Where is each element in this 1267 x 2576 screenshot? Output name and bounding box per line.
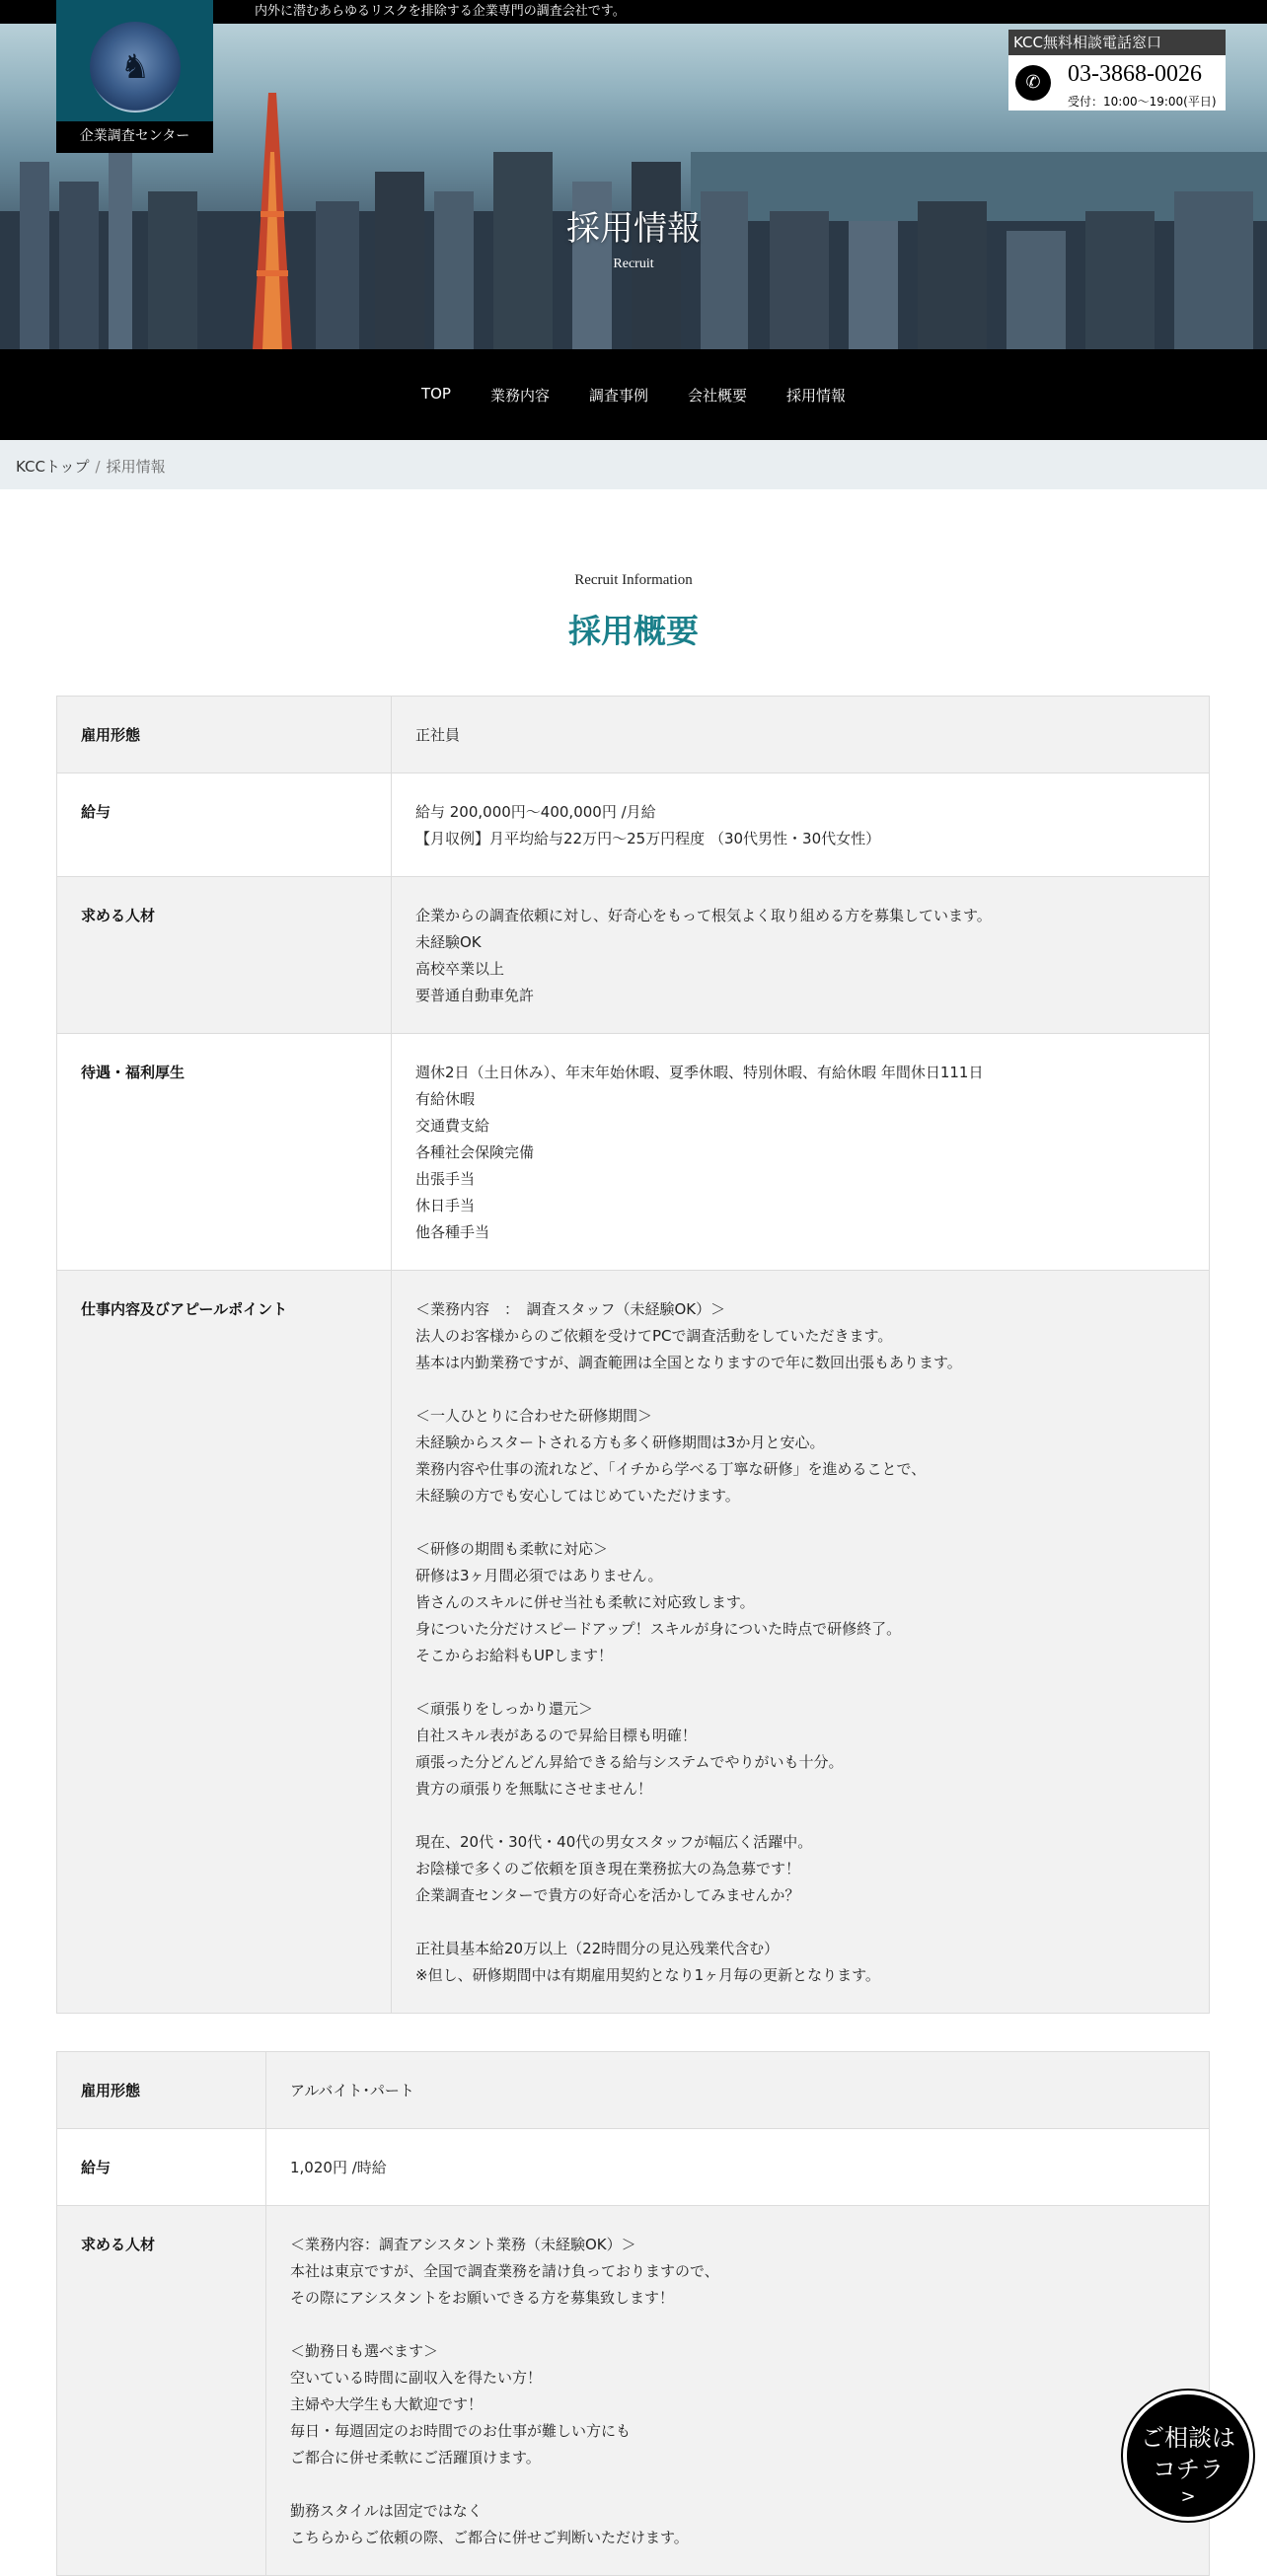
recruit-table-fulltime	[56, 696, 1210, 2014]
section-title: 採用概要	[568, 612, 699, 650]
row-value-line: 自社スキル表があるので昇給目標も明確！	[415, 1727, 697, 1744]
nav-item-company[interactable]: 会社概要	[688, 387, 748, 405]
phone-contact-box[interactable]	[1008, 30, 1226, 110]
consult-line-1: ご相談は	[1141, 2424, 1235, 2452]
row-value-line	[290, 2471, 1185, 2498]
row-value-line: 法人のお客様からのご依頼を受けてPCで調査活動をしていただきます。	[415, 1327, 893, 1345]
row-label: 求める人材	[57, 877, 392, 1034]
row-value-line: 身についた分だけスピードアップ！スキルが身についた時点で研修終了。	[415, 1620, 902, 1638]
row-value-line: ＜研修の期間も柔軟に対応＞	[415, 1540, 609, 1558]
row-value-line: 未経験OK	[415, 933, 482, 951]
row-value-line: ＜頑張りをしっかり還元＞	[415, 1700, 594, 1718]
row-value-line: 勤務スタイルは固定ではなく	[290, 2502, 483, 2520]
row-value-line: アルバイト･パート	[290, 2082, 414, 2099]
row-value-line: ＜業務内容 ： 調査スタッフ（未経験OK）＞	[415, 1300, 726, 1318]
row-label: 求める人材	[57, 2206, 266, 2576]
site-logo[interactable]	[56, 0, 213, 153]
breadcrumb-separator: /	[95, 458, 101, 476]
hero-title: 採用情報	[566, 209, 701, 249]
row-value-line: ＜一人ひとりに合わせた研修期間＞	[415, 1407, 653, 1425]
section-subtitle: Recruit Information	[574, 572, 693, 588]
row-value-line: 頑張った分どんどん昇給できる給与システムでやりがいも十分。	[415, 1753, 844, 1771]
row-value	[392, 697, 1210, 773]
row-value-line: 正社員	[415, 726, 461, 744]
main-nav	[0, 349, 1267, 440]
row-value-line: 休日手当	[415, 1197, 476, 1214]
table-row	[57, 877, 1210, 1034]
nav-item-services[interactable]: 業務内容	[489, 387, 550, 405]
phone-label: KCC無料相談電話窓口	[1008, 30, 1226, 55]
recruit-table-parttime	[56, 2051, 1210, 2576]
row-value-line: 現在、20代・30代・40代の男女スタッフが幅広く活躍中。	[415, 1833, 813, 1851]
consult-button[interactable]	[1123, 2391, 1253, 2521]
table-row	[57, 2129, 1210, 2206]
eagle-icon: ♞	[119, 47, 151, 87]
row-label: 雇用形態	[57, 697, 392, 773]
row-value-line: 貴方の頑張りを無駄にさせません！	[415, 1780, 653, 1798]
nav-item-top[interactable]: TOP	[420, 385, 451, 403]
table-row	[57, 697, 1210, 773]
row-value-line: こちらからご依頼の際、ご都合に併せご判断いただけます。	[290, 2529, 689, 2546]
row-value-line	[290, 2312, 1185, 2338]
breadcrumb-current: 採用情報	[106, 458, 166, 476]
header-tagline: 内外に潜むあらゆるリスクを排除する企業専門の調査会社です。	[255, 4, 626, 19]
row-value-line: 他各種手当	[415, 1223, 490, 1241]
row-value-line: 正社員基本給20万以上（22時間分の見込残業代含む）	[415, 1940, 780, 1957]
nav-item-cases[interactable]: 調査事例	[588, 387, 648, 405]
row-value	[392, 877, 1210, 1034]
row-value-line: 皆さんのスキルに併せ当社も柔軟に対応致します。	[415, 1593, 755, 1611]
row-value-line: 研修は3ヶ月間必須ではありません。	[415, 1567, 663, 1584]
row-value-line	[415, 1376, 1185, 1403]
eagle-emblem-icon	[90, 22, 181, 112]
row-value-line	[415, 1669, 1185, 1696]
consult-line-2: コチラ	[1153, 2456, 1224, 2483]
row-value-line: 【月収例】月平均給与22万円～25万円程度 （30代男性・30代女性）	[415, 830, 881, 847]
row-value	[266, 2129, 1210, 2206]
row-value-line: 高校卒業以上	[415, 960, 505, 978]
row-value-line: 未経験からスタートされる方も多く研修期間は3か月と安心。	[415, 1434, 825, 1451]
phone-number[interactable]: 03-3868-0026	[1068, 61, 1202, 87]
row-label: 待遇・福利厚生	[57, 1034, 392, 1271]
table-row	[57, 2206, 1210, 2576]
hero-subtitle: Recruit	[613, 257, 654, 271]
row-value	[392, 773, 1210, 877]
row-value	[392, 1271, 1210, 2014]
row-label: 給与	[57, 773, 392, 877]
row-value-line: 企業からの調査依頼に対し、好奇心をもって根気よく取り組める方を募集しています。	[415, 907, 992, 924]
row-label: 雇用形態	[57, 2052, 266, 2129]
row-value	[266, 2052, 1210, 2129]
chevron-right-icon: >	[1180, 2486, 1196, 2507]
table-row	[57, 773, 1210, 877]
row-value-line: 有給休暇	[415, 1090, 476, 1108]
row-value-line	[415, 1909, 1185, 1936]
row-value-line: 本社は東京ですが、全国で調査業務を請け負っておりますので、	[290, 2262, 719, 2280]
row-value-line: 毎日・毎週固定のお時間でのお仕事が難しい方にも	[290, 2422, 632, 2440]
row-value-line: 各種社会保険完備	[415, 1143, 535, 1161]
row-label: 仕事内容及びアピールポイント	[57, 1271, 392, 2014]
breadcrumb	[0, 440, 1267, 489]
nav-item-recruit[interactable]: 採用情報	[786, 387, 847, 405]
row-value-line: 基本は内勤業務ですが、調査範囲は全国となりますので年に数回出張もあります。	[415, 1354, 962, 1371]
row-value-line: 出張手当	[415, 1170, 476, 1188]
row-value-line: ＜業務内容：調査アシスタント業務（未経験OK）＞	[290, 2236, 636, 2253]
row-value-line: 空いている時間に副収入を得たい方！	[290, 2369, 543, 2387]
row-value-line: その際にアシスタントをお願いできる方を募集致します！	[290, 2289, 674, 2307]
row-value-line: 未経験の方でも安心してはじめていただけます。	[415, 1487, 740, 1505]
breadcrumb-home-link[interactable]: KCCトップ	[16, 458, 90, 476]
row-value-line: 交通費支給	[415, 1117, 490, 1135]
row-value-line: 給与 200,000円～400,000円 /月給	[415, 803, 656, 821]
phone-icon: ✆	[1015, 65, 1051, 101]
row-value-line: ご都合に併せ柔軟にご活躍頂けます。	[290, 2449, 541, 2466]
row-value-line: 週休2日（土日休み）、年末年始休暇、夏季休暇、特別休暇、有給休暇 年間休日111日	[415, 1064, 984, 1081]
row-label: 給与	[57, 2129, 266, 2206]
row-value-line: お陰様で多くのご依頼を頂き現在業務拡大の為急募です！	[415, 1860, 801, 1877]
table-row	[57, 1034, 1210, 1271]
row-value-line: 要普通自動車免許	[415, 987, 535, 1004]
row-value	[392, 1034, 1210, 1271]
row-value-line: そこからお給料もUPします！	[415, 1647, 614, 1664]
table-row	[57, 1271, 1210, 2014]
row-value-line	[415, 1803, 1185, 1829]
logo-name: 企業調査センター	[56, 121, 213, 153]
row-value-line: 業務内容や仕事の流れなど、「イチから学べる丁寧な研修」を進めることで、	[415, 1460, 927, 1478]
table-row	[57, 2052, 1210, 2129]
row-value-line: ＜勤務日も選べます＞	[290, 2342, 439, 2360]
row-value-line: ※但し、研修期間中は有期雇用契約となり1ヶ月毎の更新となります。	[415, 1966, 880, 1984]
phone-hours: 受付：10:00～19:00(平日)	[1068, 95, 1217, 109]
row-value-line	[415, 1509, 1185, 1536]
row-value-line: 企業調査センターで貴方の好奇心を活かしてみませんか？	[415, 1886, 800, 1904]
row-value-line: 1,020円 /時給	[290, 2159, 387, 2176]
row-value-line: 主婦や大学生も大歓迎です！	[290, 2395, 484, 2413]
row-value	[266, 2206, 1210, 2576]
